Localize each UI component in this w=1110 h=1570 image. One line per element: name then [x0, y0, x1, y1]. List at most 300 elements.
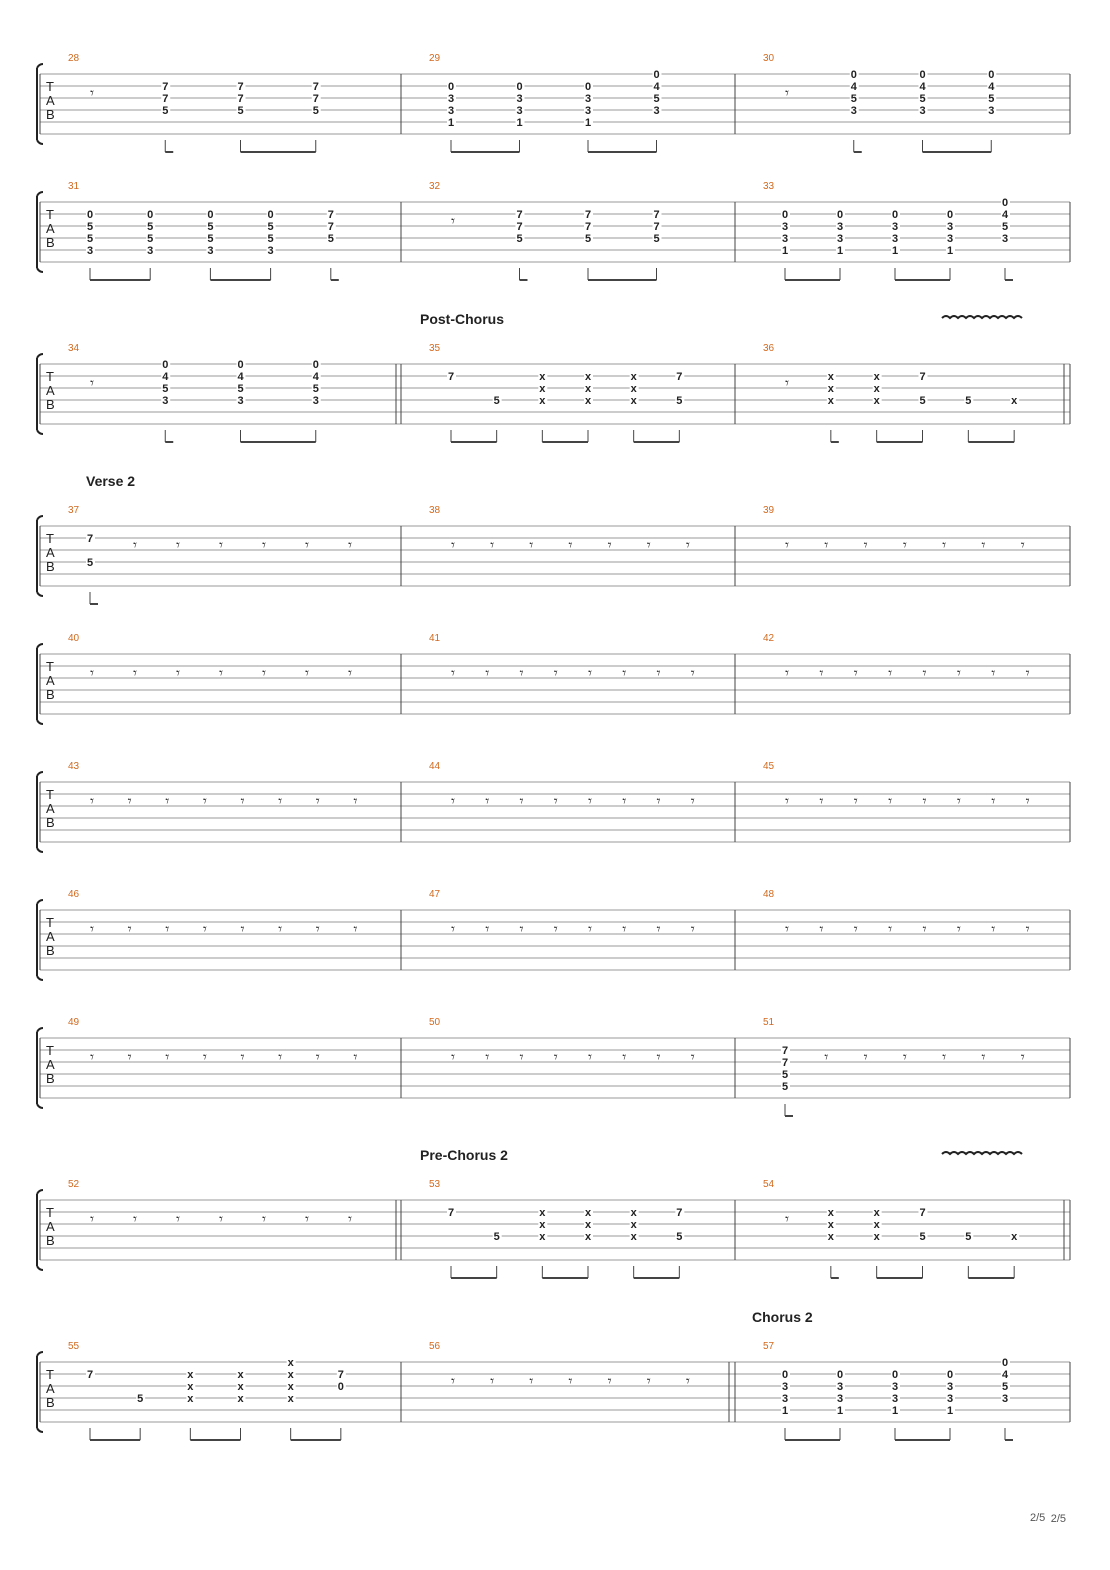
- eighth-rest: 𝄾: [305, 664, 309, 682]
- tab-letter-b: B: [46, 687, 55, 702]
- eighth-rest: 𝄾: [133, 1210, 137, 1228]
- tab-letter-b: B: [46, 943, 55, 958]
- eighth-rest: 𝄾: [529, 536, 534, 554]
- eighth-rest: 𝄾: [981, 1048, 986, 1066]
- eighth-rest: 𝄾: [127, 920, 132, 938]
- eighth-rest: 𝄾: [785, 84, 789, 102]
- fret-number: 3: [836, 1381, 844, 1393]
- eighth-rest: 𝄾: [219, 536, 223, 554]
- eighth-rest: 𝄾: [485, 792, 490, 810]
- fret-number: 5: [1001, 221, 1009, 233]
- tab-letter-b: B: [46, 559, 55, 574]
- tab-letter-a: A: [46, 1219, 55, 1234]
- eighth-rest: 𝄾: [133, 536, 137, 554]
- fret-number: 1: [781, 245, 789, 257]
- fret-number: 4: [237, 371, 244, 383]
- fret-number: 3: [781, 1381, 789, 1393]
- fret-number: 1: [836, 1405, 844, 1417]
- section-label: Verse 2: [86, 473, 136, 489]
- section-label: Pre-Chorus 2: [420, 1147, 508, 1163]
- eighth-rest: 𝄾: [353, 920, 358, 938]
- fret-number: 3: [946, 221, 954, 233]
- measure-number: 29: [429, 53, 441, 64]
- tab-system: [37, 311, 1070, 442]
- eighth-rest: 𝄾: [315, 920, 320, 938]
- eighth-rest: 𝄾: [451, 792, 455, 810]
- fret-number: 0: [850, 69, 857, 81]
- dead-note: x: [287, 1393, 294, 1405]
- dead-note: x: [187, 1369, 194, 1381]
- measure-number: 40: [68, 633, 80, 644]
- measure-number: 32: [429, 181, 441, 192]
- eighth-rest: 𝄾: [1020, 536, 1025, 554]
- measure-number: 49: [68, 1017, 80, 1028]
- measure-number: 45: [763, 761, 775, 772]
- fret-number: 0: [337, 1381, 344, 1393]
- fret-number: 5: [850, 93, 857, 105]
- fret-number: 7: [312, 81, 319, 93]
- fret-number: 0: [1001, 1357, 1009, 1369]
- fret-number: 5: [919, 395, 926, 407]
- fret-number: 7: [676, 371, 683, 383]
- fret-number: 5: [207, 233, 214, 245]
- fret-number: 1: [946, 1405, 954, 1417]
- eighth-rest: 𝄾: [490, 1372, 495, 1390]
- dead-note: x: [539, 383, 546, 395]
- dead-note: x: [187, 1381, 194, 1393]
- eighth-rest: 𝄾: [888, 664, 893, 682]
- eighth-rest: 𝄾: [622, 792, 627, 810]
- eighth-rest: 𝄾: [1025, 920, 1030, 938]
- fret-number: 0: [891, 209, 899, 221]
- eighth-rest: 𝄾: [165, 1048, 170, 1066]
- dead-note: x: [539, 1231, 546, 1243]
- dead-note: x: [237, 1369, 244, 1381]
- fret-number: 0: [162, 359, 169, 371]
- fret-number: 5: [988, 93, 995, 105]
- dead-note: x: [873, 383, 880, 395]
- eighth-rest: 𝄾: [165, 792, 170, 810]
- dead-note: x: [584, 371, 592, 383]
- eighth-rest: 𝄾: [165, 920, 170, 938]
- tab-system: [37, 181, 1070, 280]
- fret-number: 7: [237, 93, 244, 105]
- dead-note: x: [630, 371, 637, 383]
- eighth-rest: 𝄾: [607, 1372, 612, 1390]
- eighth-rest: 𝄾: [690, 664, 695, 682]
- dead-note: x: [873, 371, 880, 383]
- fret-number: 7: [86, 533, 94, 545]
- fret-number: 0: [584, 81, 592, 93]
- eighth-rest: 𝄾: [90, 792, 94, 810]
- fret-number: 3: [447, 105, 455, 117]
- fret-number: 3: [207, 245, 214, 257]
- fret-number: 5: [267, 221, 274, 233]
- measure-number: 43: [68, 761, 80, 772]
- fret-number: 3: [891, 1393, 899, 1405]
- vibrato-marking: [942, 316, 1022, 318]
- fret-number: 0: [86, 209, 94, 221]
- eighth-rest: 𝄾: [685, 1372, 690, 1390]
- measure-number: 57: [763, 1341, 775, 1352]
- tab-letter-a: A: [46, 673, 55, 688]
- tab-letter-t: T: [46, 659, 54, 674]
- eighth-rest: 𝄾: [519, 792, 524, 810]
- fret-number: 5: [676, 1231, 683, 1243]
- eighth-rest: 𝄾: [656, 792, 661, 810]
- eighth-rest: 𝄾: [824, 536, 829, 554]
- measure-number: 37: [68, 505, 80, 516]
- fret-number: 4: [1001, 209, 1009, 221]
- fret-number: 3: [781, 233, 789, 245]
- dead-note: x: [287, 1357, 294, 1369]
- tab-system: [37, 53, 1070, 152]
- dead-note: x: [873, 1231, 880, 1243]
- eighth-rest: 𝄾: [646, 536, 651, 554]
- eighth-rest: 𝄾: [202, 1048, 207, 1066]
- eighth-rest: 𝄾: [991, 920, 996, 938]
- eighth-rest: 𝄾: [588, 920, 592, 938]
- fret-number: 3: [891, 233, 899, 245]
- dead-note: x: [873, 395, 880, 407]
- dead-note: x: [287, 1369, 294, 1381]
- eighth-rest: 𝄾: [922, 920, 927, 938]
- fret-number: 3: [653, 105, 660, 117]
- eighth-rest: 𝄾: [262, 1210, 266, 1228]
- eighth-rest: 𝄾: [690, 1048, 695, 1066]
- fret-number: 3: [147, 245, 154, 257]
- dead-note: x: [584, 1207, 592, 1219]
- tab-system: [37, 761, 1070, 852]
- eighth-rest: 𝄾: [176, 536, 180, 554]
- eighth-rest: 𝄾: [656, 664, 661, 682]
- fret-number: 3: [237, 395, 244, 407]
- measure-number: 47: [429, 889, 441, 900]
- measure-number: 39: [763, 505, 775, 516]
- measure-number: 50: [429, 1017, 441, 1028]
- dead-note: x: [584, 383, 592, 395]
- eighth-rest: 𝄾: [353, 1048, 358, 1066]
- eighth-rest: 𝄾: [490, 536, 495, 554]
- tab-letter-t: T: [46, 915, 54, 930]
- fret-number: 3: [891, 221, 899, 233]
- fret-number: 1: [781, 1405, 789, 1417]
- fret-number: 5: [237, 383, 244, 395]
- dead-note: x: [630, 383, 637, 395]
- fret-number: 0: [919, 69, 926, 81]
- fret-number: 7: [327, 209, 334, 221]
- fret-number: 3: [946, 233, 954, 245]
- dead-note: x: [827, 1219, 834, 1231]
- eighth-rest: 𝄾: [553, 664, 558, 682]
- fret-number: 7: [162, 81, 169, 93]
- fret-number: 5: [327, 233, 334, 245]
- fret-number: 5: [781, 1069, 789, 1081]
- eighth-rest: 𝄾: [888, 792, 893, 810]
- eighth-rest: 𝄾: [353, 792, 358, 810]
- fret-number: 3: [584, 93, 592, 105]
- eighth-rest: 𝄾: [1025, 792, 1030, 810]
- fret-number: 7: [312, 93, 319, 105]
- eighth-rest: 𝄾: [519, 920, 524, 938]
- section-label: Chorus 2: [752, 1309, 813, 1325]
- fret-number: 1: [584, 117, 592, 129]
- eighth-rest: 𝄾: [956, 664, 961, 682]
- fret-number: 5: [653, 233, 660, 245]
- eighth-rest: 𝄾: [863, 1048, 868, 1066]
- vibrato-marking: [942, 1152, 1022, 1154]
- tab-letter-t: T: [46, 79, 54, 94]
- fret-number: 5: [965, 1231, 972, 1243]
- measure-number: 53: [429, 1179, 441, 1190]
- tab-letter-a: A: [46, 929, 55, 944]
- eighth-rest: 𝄾: [133, 664, 137, 682]
- fret-number: 5: [493, 1231, 500, 1243]
- eighth-rest: 𝄾: [568, 536, 573, 554]
- dead-note: x: [630, 395, 637, 407]
- dead-note: x: [1011, 395, 1018, 407]
- eighth-rest: 𝄾: [451, 536, 455, 554]
- eighth-rest: 𝄾: [553, 792, 558, 810]
- fret-number: 7: [516, 221, 523, 233]
- fret-number: 0: [781, 1369, 789, 1381]
- tab-letter-a: A: [46, 545, 55, 560]
- fret-number: 0: [836, 209, 844, 221]
- eighth-rest: 𝄾: [785, 1210, 789, 1228]
- eighth-rest: 𝄾: [305, 536, 309, 554]
- fret-number: 3: [447, 93, 455, 105]
- fret-number: 5: [584, 233, 592, 245]
- fret-number: 5: [919, 93, 926, 105]
- eighth-rest: 𝄾: [90, 1048, 94, 1066]
- tab-letter-b: B: [46, 1233, 55, 1248]
- measure-number: 55: [68, 1341, 80, 1352]
- eighth-rest: 𝄾: [785, 374, 789, 392]
- measure-number: 44: [429, 761, 441, 772]
- dead-note: x: [584, 1219, 592, 1231]
- fret-number: 1: [891, 245, 899, 257]
- eighth-rest: 𝄾: [685, 536, 690, 554]
- tab-system: [37, 633, 1070, 724]
- eighth-rest: 𝄾: [819, 920, 824, 938]
- dead-note: x: [630, 1219, 637, 1231]
- fret-number: 0: [1001, 197, 1009, 209]
- eighth-rest: 𝄾: [622, 1048, 627, 1066]
- eighth-rest: 𝄾: [824, 1048, 829, 1066]
- fret-number: 3: [988, 105, 995, 117]
- tab-letter-a: A: [46, 383, 55, 398]
- dead-note: x: [539, 1207, 546, 1219]
- eighth-rest: 𝄾: [348, 1210, 352, 1228]
- dead-note: x: [539, 1219, 546, 1231]
- eighth-rest: 𝄾: [1020, 1048, 1025, 1066]
- eighth-rest: 𝄾: [90, 1210, 94, 1228]
- fret-number: 7: [653, 209, 660, 221]
- eighth-rest: 𝄾: [176, 664, 180, 682]
- fret-number: 0: [516, 81, 523, 93]
- eighth-rest: 𝄾: [240, 792, 245, 810]
- fret-number: 1: [447, 117, 455, 129]
- eighth-rest: 𝄾: [202, 792, 207, 810]
- eighth-rest: 𝄾: [956, 792, 961, 810]
- eighth-rest: 𝄾: [529, 1372, 534, 1390]
- eighth-rest: 𝄾: [656, 920, 661, 938]
- fret-number: 3: [516, 93, 523, 105]
- eighth-rest: 𝄾: [278, 792, 283, 810]
- eighth-rest: 𝄾: [240, 920, 245, 938]
- eighth-rest: 𝄾: [127, 1048, 132, 1066]
- eighth-rest: 𝄾: [588, 1048, 592, 1066]
- dead-note: x: [827, 371, 834, 383]
- eighth-rest: 𝄾: [588, 664, 592, 682]
- dead-note: x: [584, 395, 592, 407]
- eighth-rest: 𝄾: [819, 664, 824, 682]
- eighth-rest: 𝄾: [690, 920, 695, 938]
- measure-number: 36: [763, 343, 775, 354]
- dead-note: x: [237, 1381, 244, 1393]
- dead-note: x: [584, 1231, 592, 1243]
- eighth-rest: 𝄾: [853, 920, 858, 938]
- fret-number: 3: [946, 1381, 954, 1393]
- eighth-rest: 𝄾: [451, 1372, 455, 1390]
- eighth-rest: 𝄾: [240, 1048, 245, 1066]
- fret-number: 7: [676, 1207, 683, 1219]
- fret-number: 5: [207, 221, 214, 233]
- fret-number: 4: [162, 371, 169, 383]
- dead-note: x: [873, 1219, 880, 1231]
- eighth-rest: 𝄾: [853, 664, 858, 682]
- eighth-rest: 𝄾: [622, 664, 627, 682]
- section-label: Post-Chorus: [420, 311, 504, 327]
- fret-number: 3: [516, 105, 523, 117]
- eighth-rest: 𝄾: [902, 536, 907, 554]
- eighth-rest: 𝄾: [819, 792, 824, 810]
- eighth-rest: 𝄾: [90, 920, 94, 938]
- fret-number: 4: [653, 81, 660, 93]
- fret-number: 3: [836, 233, 844, 245]
- eighth-rest: 𝄾: [942, 536, 947, 554]
- eighth-rest: 𝄾: [305, 1210, 309, 1228]
- fret-number: 5: [676, 395, 683, 407]
- eighth-rest: 𝄾: [485, 1048, 490, 1066]
- measure-number: 46: [68, 889, 80, 900]
- fret-number: 0: [653, 69, 660, 81]
- tab-letter-a: A: [46, 801, 55, 816]
- fret-number: 5: [162, 383, 169, 395]
- eighth-rest: 𝄾: [127, 792, 132, 810]
- eighth-rest: 𝄾: [622, 920, 627, 938]
- eighth-rest: 𝄾: [922, 664, 927, 682]
- fret-number: 7: [86, 1369, 94, 1381]
- tab-letter-b: B: [46, 1395, 55, 1410]
- fret-number: 7: [337, 1369, 344, 1381]
- dead-note: x: [873, 1207, 880, 1219]
- fret-number: 7: [327, 221, 334, 233]
- eighth-rest: 𝄾: [785, 920, 789, 938]
- eighth-rest: 𝄾: [1025, 664, 1030, 682]
- eighth-rest: 𝄾: [348, 536, 352, 554]
- measure-number: 34: [68, 343, 80, 354]
- tab-letter-b: B: [46, 235, 55, 250]
- eighth-rest: 𝄾: [942, 1048, 947, 1066]
- fret-number: 3: [946, 1393, 954, 1405]
- measure-number: 33: [763, 181, 775, 192]
- eighth-rest: 𝄾: [690, 792, 695, 810]
- fret-number: 3: [86, 245, 94, 257]
- page-number: 2/5: [1030, 1512, 1046, 1524]
- tab-system: [37, 1147, 1070, 1278]
- tab-letter-a: A: [46, 221, 55, 236]
- fret-number: 5: [267, 233, 274, 245]
- eighth-rest: 𝄾: [202, 920, 207, 938]
- fret-number: 5: [312, 105, 319, 117]
- dead-note: x: [287, 1381, 294, 1393]
- eighth-rest: 𝄾: [991, 792, 996, 810]
- tab-letter-b: B: [46, 815, 55, 830]
- tab-letter-a: A: [46, 1381, 55, 1396]
- eighth-rest: 𝄾: [219, 664, 223, 682]
- fret-number: 5: [1001, 1381, 1009, 1393]
- eighth-rest: 𝄾: [451, 664, 455, 682]
- eighth-rest: 𝄾: [485, 920, 490, 938]
- fret-number: 7: [447, 1207, 455, 1219]
- fret-number: 3: [584, 105, 592, 117]
- measure-number: 35: [429, 343, 441, 354]
- eighth-rest: 𝄾: [568, 1372, 573, 1390]
- fret-number: 7: [584, 221, 592, 233]
- tab-letter-t: T: [46, 787, 54, 802]
- fret-number: 7: [584, 209, 592, 221]
- fret-number: 5: [162, 105, 169, 117]
- tab-letter-t: T: [46, 207, 54, 222]
- fret-number: 5: [137, 1393, 144, 1405]
- fret-number: 5: [147, 233, 154, 245]
- eighth-rest: 𝄾: [785, 792, 789, 810]
- measure-number: 38: [429, 505, 441, 516]
- eighth-rest: 𝄾: [588, 792, 592, 810]
- eighth-rest: 𝄾: [785, 536, 789, 554]
- eighth-rest: 𝄾: [451, 920, 455, 938]
- fret-number: 5: [653, 93, 660, 105]
- eighth-rest: 𝄾: [176, 1210, 180, 1228]
- fret-number: 3: [836, 1393, 844, 1405]
- fret-number: 3: [850, 105, 857, 117]
- fret-number: 0: [891, 1369, 899, 1381]
- measure-number: 56: [429, 1341, 441, 1352]
- dead-note: x: [630, 1207, 637, 1219]
- eighth-rest: 𝄾: [991, 664, 996, 682]
- tab-system: [37, 1017, 1070, 1116]
- tab-letter-t: T: [46, 1367, 54, 1382]
- eighth-rest: 𝄾: [90, 374, 94, 392]
- fret-number: 0: [267, 209, 274, 221]
- dead-note: x: [827, 383, 834, 395]
- fret-number: 7: [237, 81, 244, 93]
- tab-letter-t: T: [46, 1043, 54, 1058]
- dead-note: x: [827, 1231, 834, 1243]
- fret-number: 0: [988, 69, 995, 81]
- fret-number: 0: [946, 209, 954, 221]
- fret-number: 0: [946, 1369, 954, 1381]
- fret-number: 3: [781, 221, 789, 233]
- fret-number: 5: [781, 1081, 789, 1093]
- measure-number: 41: [429, 633, 441, 644]
- eighth-rest: 𝄾: [278, 920, 283, 938]
- eighth-rest: 𝄾: [485, 664, 490, 682]
- tab-system: [37, 889, 1070, 980]
- tab-system: [37, 473, 1070, 604]
- eighth-rest: 𝄾: [90, 664, 94, 682]
